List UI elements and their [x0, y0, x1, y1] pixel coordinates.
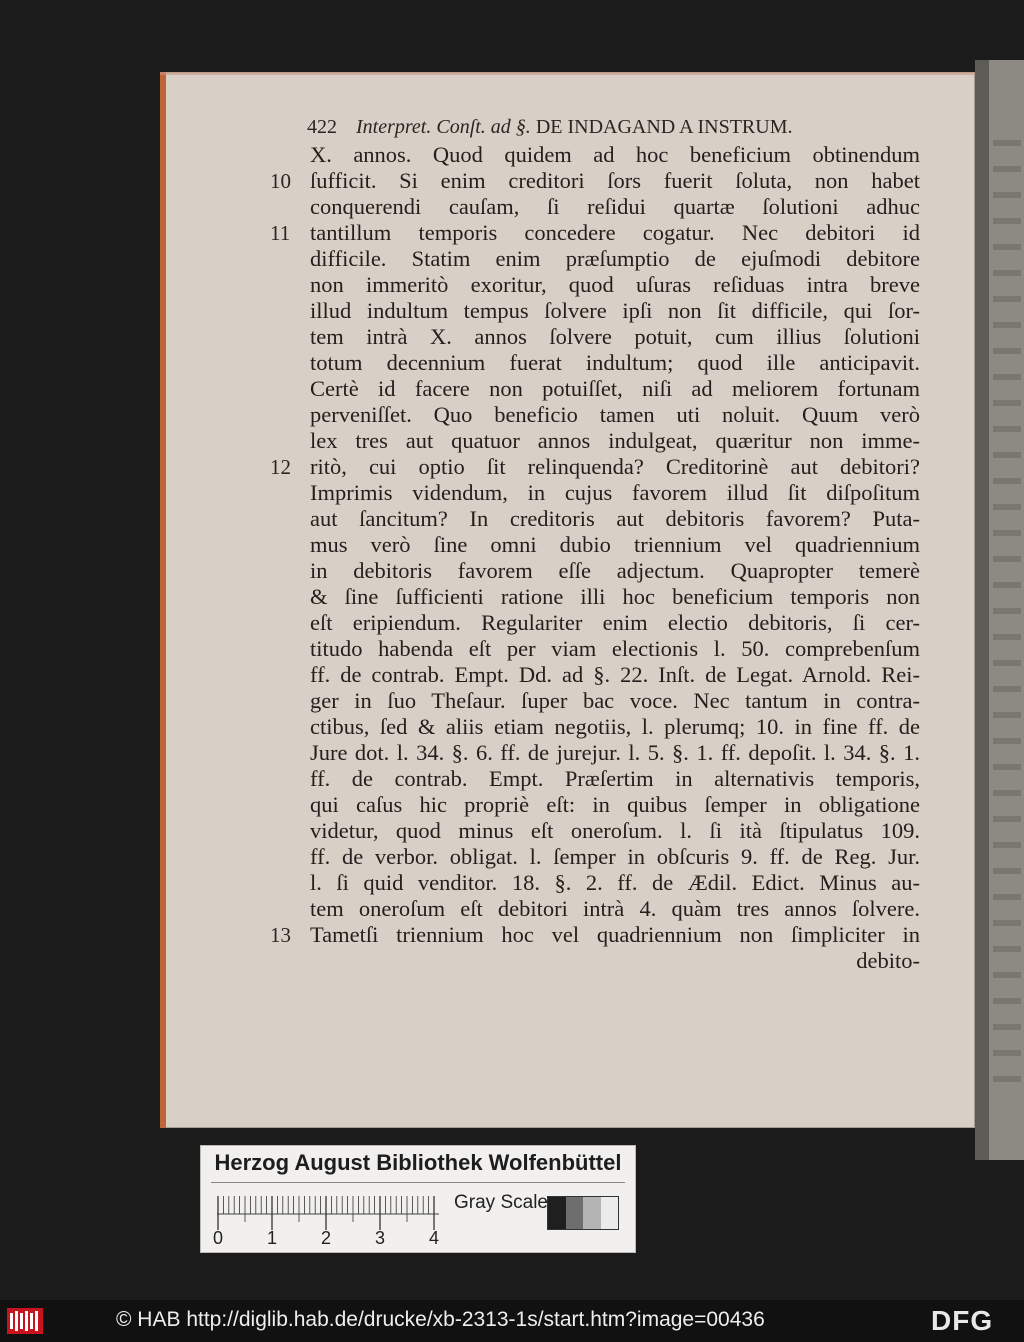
text-line: [310, 428, 920, 454]
text-line: [310, 740, 920, 766]
running-head-italic: Interpret. Conſt. ad §.: [356, 116, 531, 138]
line-text: tem intrà X. annos ſolvere potuit, cum illius ſolutioni: [310, 324, 920, 349]
margin-number: 10: [270, 169, 291, 193]
text-line: [310, 194, 920, 220]
text-line: [310, 636, 920, 662]
line-text: ff. de verbor. obligat. l. ſemper in obſcuris 9. ff. de Reg. Jur.: [310, 844, 920, 869]
text-line: [310, 688, 920, 714]
gray-swatch: [548, 1197, 566, 1229]
adjacent-page-text-ghost: [993, 140, 1021, 1090]
text-line: [310, 272, 920, 298]
text-line: [310, 532, 920, 558]
text-line: [310, 792, 920, 818]
text-line: [310, 610, 920, 636]
line-text: ſufficit. Si enim creditori ſors fuerit ſoluta, non habet: [310, 168, 920, 193]
line-text: ctibus, ſed & aliis etiam negotiis, l. plerumq; 10. in fine ff. de: [310, 714, 920, 739]
gray-swatch: [566, 1197, 584, 1229]
ruler-number: 2: [321, 1228, 332, 1248]
margin-number: 13: [270, 923, 291, 947]
page-gutter-shadow: [975, 60, 989, 1160]
line-text: titudo habenda eſt per viam electionis l. 50. comprebenſum: [310, 636, 920, 661]
running-head-caps: DE INDAGAND A INSTRUM.: [535, 116, 793, 138]
color-reference-card: [200, 1145, 636, 1253]
text-line: [310, 844, 920, 870]
line-text: Jure dot. l. 34. §. 6. ff. de jurejur. l. 5. §. 1. ff. depoſit. l. 34. §. 1.: [310, 740, 920, 765]
line-text: mus verò ſine omni dubio triennium vel quadriennium: [310, 532, 920, 557]
ruler-number: 4: [429, 1228, 440, 1248]
gray-scale-swatches: [547, 1196, 619, 1230]
line-text: illud indultum tempus ſolvere ipſi non ſit difficile, qui ſor-: [310, 298, 920, 323]
ruler-number: 1: [267, 1228, 278, 1248]
text-line: [310, 324, 920, 350]
line-text: Certè id facere non potuiſſet, niſi ad meliorem fortunam: [310, 376, 920, 401]
text-line: [270, 922, 920, 948]
ruler-number: 0: [213, 1228, 224, 1248]
text-line: [310, 558, 920, 584]
line-text: non immeritò exoritur, quod uſuras reſiduas intra breve: [310, 272, 920, 297]
ruler-number: 3: [375, 1228, 386, 1248]
line-text: Tametſi triennium hoc vel quadriennium non ſimpliciter in: [310, 922, 920, 947]
text-line: [270, 454, 920, 480]
running-head: [307, 116, 792, 139]
line-text: difficile. Statim enim præſumptio de ejuſmodi debitore: [310, 246, 920, 271]
text-line: [310, 298, 920, 324]
dfg-logo: DFG: [931, 1305, 994, 1336]
line-text: ff. de contrab. Empt. Dd. ad §. 22. Inſt. de Legat. Arnold. Rei-: [310, 662, 920, 687]
line-text: qui caſus hic propriè eſt: in quibus ſemper in obligatione: [310, 792, 920, 817]
line-text: ger in ſuo Theſaur. ſuper bac voce. Nec tantum in contra-: [310, 688, 920, 713]
gray-swatch: [601, 1197, 619, 1229]
line-text: ritò, cui optio ſit relinquenda? Creditorinè aut debitori?: [310, 454, 920, 479]
text-line: [310, 662, 920, 688]
margin-number: 12: [270, 455, 291, 479]
line-text: eſt eripiendum. Regulariter enim electio debitoris, ſi cer-: [310, 610, 920, 635]
line-text: conquerendi cauſam, ſi reſidui quartæ ſolutioni adhuc: [310, 194, 920, 219]
adjacent-page-strip: [975, 60, 1024, 1160]
text-line: [270, 220, 920, 246]
line-text: perveniſſet. Quo beneficio tamen uti noluit. Quum verò: [310, 402, 920, 427]
text-line: [310, 480, 920, 506]
line-text: & ſine ſufficienti ratione illi hoc beneficium temporis non: [310, 584, 920, 609]
footer-url-text[interactable]: © HAB http://diglib.hab.de/drucke/xb-2313-1s/start.htm?image=00436: [116, 1308, 765, 1331]
footer-bar: [0, 1300, 1024, 1342]
margin-number: 11: [270, 221, 291, 245]
text-line: [310, 870, 920, 896]
text-line: [310, 402, 920, 428]
text-line: [270, 168, 920, 194]
scanned-page: [160, 72, 975, 1128]
text-line: [310, 714, 920, 740]
card-title: Herzog August Bibliothek Wolfenbüttel: [214, 1150, 622, 1175]
gray-scale-label: Gray Scale: [454, 1192, 548, 1213]
text-line: [310, 246, 920, 272]
catchword: debito-: [856, 948, 920, 973]
line-text: tem oneroſum eſt debitori intrà 4. quàm tres annos ſolvere.: [310, 896, 920, 921]
text-line: [310, 376, 920, 402]
page-red-edge: [160, 72, 166, 1128]
page-number: 422: [307, 116, 337, 138]
line-text: tantillum temporis concedere cogatur. Nec debitori id: [310, 220, 920, 245]
line-text: l. ſi quid venditor. 18. §. 2. ff. de Ædil. Edict. Minus au-: [310, 870, 920, 895]
line-text: ff. de contrab. Empt. Præſertim in alternativis temporis,: [310, 766, 920, 791]
text-line: [310, 896, 920, 922]
text-line: [310, 584, 920, 610]
page-top-edge: [160, 72, 975, 75]
centimeter-ruler: [217, 1194, 447, 1232]
text-line: [310, 766, 920, 792]
line-text: X. annos. Quod quidem ad hoc beneficium obtinendum: [310, 142, 920, 167]
hab-logo-icon: [7, 1308, 43, 1334]
line-text: totum decennium fuerat indultum; quod ille anticipavit.: [310, 350, 920, 375]
line-text: aut ſancitum? In creditoris aut debitoris favorem? Puta-: [310, 506, 920, 531]
gray-swatch: [583, 1197, 601, 1229]
text-line: [310, 506, 920, 532]
text-line: [310, 818, 920, 844]
line-text: in debitoris favorem eſſe adjectum. Quapropter temerè: [310, 558, 920, 583]
body-text: [270, 142, 920, 974]
line-text: Imprimis videndum, in cujus favorem illud ſit diſpoſitum: [310, 480, 920, 505]
text-line: [310, 142, 920, 168]
line-text: videtur, quod minus eſt oneroſum. l. ſi ità ſtipulatus 109.: [310, 818, 920, 843]
line-text: lex tres aut quatuor annos indulgeat, quæritur non imme-: [310, 428, 920, 453]
text-line: [310, 350, 920, 376]
catchword-line: [310, 948, 920, 974]
card-divider: [211, 1182, 625, 1183]
